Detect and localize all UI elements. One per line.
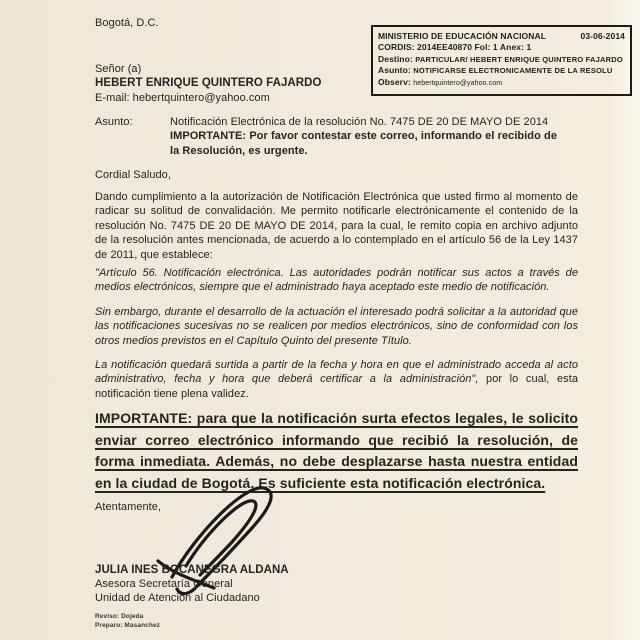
quote-notificacion-tail: por lo cual, esta notificación tiene plena validez. [95,373,578,400]
paragraph-compliance: Dando cumplimiento a la autorización de Notificación Electrónica que usted firmo al momento de radicar su solitud de convalidación. Me permito notificarle electrónicamente el contenido de la resolución No. 7475 DE 20 DE MAYO DE 2014, para la cual, le remito copia en archivo adjunto de la resolución antes mencionada, de acuerdo a lo contemplado en el artículo 56 de la Ley 1437 de 2011, que establece: [95,191,578,261]
signer-name: JULIA INES BOCANEGRA ALDANA [95,564,289,576]
subject-bold-note: IMPORTANTE: Por favor contestar este correo, informando el recibido de la Resolución, es urgente. [170,130,557,157]
stamp-observ-line [378,77,625,89]
stamp-asunto-value: NOTIFICARSE ELECTRONICAMENTE DE LA RESOLU [413,66,613,76]
footer-annotations [95,612,160,631]
subject-line1: Notificación Electrónica de la resolución No. 7475 DE 20 DE MAYO DE 2014 [170,116,549,128]
city-line: Bogotá, D.C. [95,17,159,29]
footer-reviso: Reviso: Dojeda [95,613,144,620]
closing: Atentamente, [95,501,162,513]
recipient-block [95,62,395,105]
stamp-date: 03-06-2014 [580,31,625,41]
registry-stamp-box [371,25,632,96]
signer-block [95,563,415,606]
quote-articulo-56: "Artículo 56. Notificación electrónica. Las autoridades podrán notificar sus actos a través de medios electrónicos, siempre que el administrado haya aceptado este medio de notificación. [95,267,578,294]
stamp-cordis-line: CORDIS: 2014EE40870 Fol: 1 Anex: 1 [378,42,532,53]
signer-title-2: Unidad de Atención al Ciudadano [95,592,260,605]
recipient-email: E-mail: hebertquintero@yahoo.com [95,91,270,104]
stamp-ministry-line [378,31,625,42]
quote-notificacion-surtida [95,358,578,401]
signer-title-1: Asesora Secretaría General [95,578,233,591]
quote-sin-embargo: Sin embargo, durante el desarrollo de la actuación el interesado podrá solicitar a la autoridad que las notificaciones sucesivas no se realicen por medios electrónicos, sino de conformidad con los otros medios previstos en el Capítulo Quinto del presente Título. [95,306,578,347]
important-notice: IMPORTANTE: para que la notificación surta efectos legales, le solicito enviar correo electrónico informando que recibió la resolución, de forma inmediata. Además, no debe desplazarse hasta nuestra entidad en la ciudad de Bogotá. Es suficiente esta notificación electrónica. [95,410,578,491]
stamp-ministry: MINISTERIO DE EDUCACIÓN NACIONAL [378,31,547,41]
stamp-observ-value: hebertquintero@yahoo.com [413,79,503,87]
subject-label: Asunto: [95,116,133,128]
recipient-name: HEBERT ENRIQUE QUINTERO FAJARDO [95,77,322,90]
quote-notificacion-italic: La notificación quedará surtida a partir de la fecha y hora en que el administrado acceda al acto administrativo, fecha y hora que deberá certificar a la administración", [95,359,578,386]
stamp-asunto-label: Asunto: [378,65,411,76]
stamp-destino-line [378,54,625,65]
subject-content [170,115,557,158]
stamp-observ-label: Observ: [378,76,411,87]
stamp-destino-value: PARTICULAR/ HEBERT ENRIQUE QUINTERO FAJARDO [415,54,623,64]
greeting: Cordial Saludo, [95,169,171,181]
recipient-salutation: Señor (a) [95,63,142,75]
footer-preparo: Preparo: Masanchez [95,622,161,630]
stamp-asunto-line [378,65,625,76]
stamp-destino-label: Destino: [378,53,413,64]
